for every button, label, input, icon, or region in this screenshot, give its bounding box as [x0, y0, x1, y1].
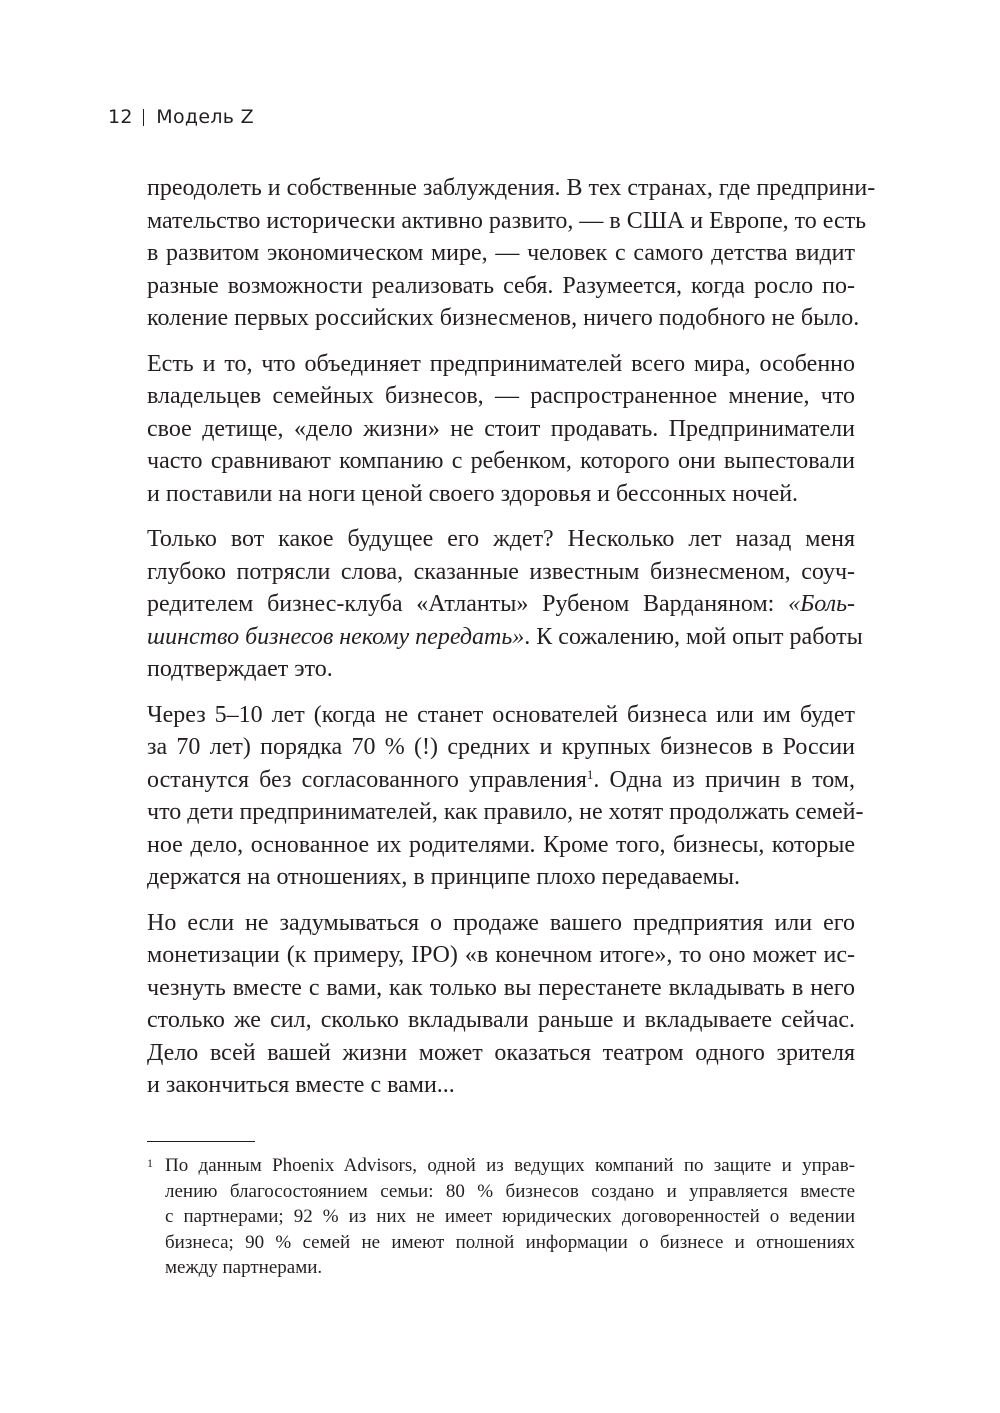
text-line: владельцев семейных бизнесов, — распространенное мнение, что [147, 383, 855, 409]
text-line: коление первых российских бизнесменов, ничего подобного не было. [147, 305, 860, 331]
footnote-mark: 1 [147, 1156, 153, 1170]
text-line: Но если не задумываться о продаже вашего предприятия или его [147, 909, 855, 936]
text-line: держатся на отношениях, в принципе плохо передаваемы. [147, 864, 741, 890]
header-separator [143, 109, 145, 126]
text-line: в развитом экономическом мире, — человек с самого детства видит [147, 240, 855, 266]
text-line: Дело всей вашей жизни может оказаться театром одного зрителя [147, 1039, 855, 1066]
text-line: чезнуть вместе с вами, как только вы перестанете вкладывать в него [147, 974, 855, 1001]
text-run: . Одна из причин в том, [593, 766, 855, 793]
text-line: монетизации (к примеру, IPO) «в конечном итоге», то оно может ис- [147, 942, 855, 968]
text-run: . К сожалению, мой опыт работы [524, 623, 863, 650]
footnote-line: бизнеса; 90 % семей не имеют полной информации о бизнесе и отношениях [165, 1231, 855, 1253]
text-line: преодолеть и собственные заблуждения. В тех странах, где предприни- [147, 175, 876, 201]
text-line: часто сравнивают компанию с ребенком, которого они выпестовали [147, 448, 855, 474]
text-line: разные возможности реализовать себя. Разумеется, когда росло по- [147, 272, 855, 299]
paragraph-3 [147, 523, 863, 686]
text-line: столько же сил, сколько вкладывали раньше и вкладываете сейчас. [147, 1007, 855, 1033]
text-line [147, 621, 863, 654]
text-line: и поставили на ноги ценой своего здоровья и бессонных ночей. [147, 480, 799, 507]
paragraph-2 [147, 348, 855, 511]
footnote-line: По данным Phoenix Advisors, одной из ведущих компаний по защите и управ- [165, 1155, 855, 1176]
quote-italic: «Боль- [788, 591, 855, 617]
text-run: редителем бизнес-клуба «Атланты» Рубеном Варданяном: [147, 591, 789, 617]
quote-italic: шинство бизнесов некому передать» [147, 623, 525, 650]
footnote-divider [147, 1141, 255, 1142]
text-line: что дети предпринимателей, как правило, не хотят продолжать семей- [147, 799, 864, 825]
text-run: останутся без согласованного управления [147, 766, 587, 793]
text-line: подтверждает это. [147, 656, 333, 682]
text-line: Есть и то, что объединяет предпринимателей всего мира, особенно [147, 350, 855, 377]
text-line: за 70 лет) порядка 70 % (!) средних и крупных бизнесов в России [147, 734, 855, 760]
text-line: свое детище, «дело жизни» не стоит продавать. Предприниматели [147, 415, 855, 442]
text-line: Только вот какое будущее его ждет? Несколько лет назад меня [147, 526, 855, 552]
footnote-reference[interactable]: 1 [586, 766, 594, 782]
footnote [147, 1153, 855, 1281]
text-line: и закончиться вместе с вами... [147, 1072, 455, 1098]
text-line [147, 764, 855, 797]
paragraph-1 [147, 172, 876, 335]
paragraph-5 [147, 907, 855, 1102]
page-number: 12 [108, 106, 133, 128]
text-line: мательство исторически активно развито, — в США и Европе, то есть [147, 207, 867, 234]
text-line: ное дело, основанное их родителями. Кроме того, бизнесы, которые [147, 831, 855, 858]
footnote-line: между партнерами. [165, 1257, 323, 1278]
footnote-body [165, 1153, 855, 1281]
text-line [147, 588, 855, 621]
book-title: Модель Z [156, 106, 254, 128]
footnote-line: лению благосостоянием семьи: 80 % бизнесов создано и управляется вместе [165, 1180, 855, 1202]
paragraph-4 [147, 699, 864, 894]
text-line: глубоко потрясли слова, сказанные известным бизнесменом, соуч- [147, 558, 855, 585]
body-text [147, 172, 876, 1115]
running-head [108, 104, 254, 130]
footnote-line: с партнерами; 92 % из них не имеет юридических договоренностей о ведении [165, 1206, 855, 1227]
text-line: Через 5–10 лет (когда не станет основателей бизнеса или им будет [147, 701, 855, 728]
